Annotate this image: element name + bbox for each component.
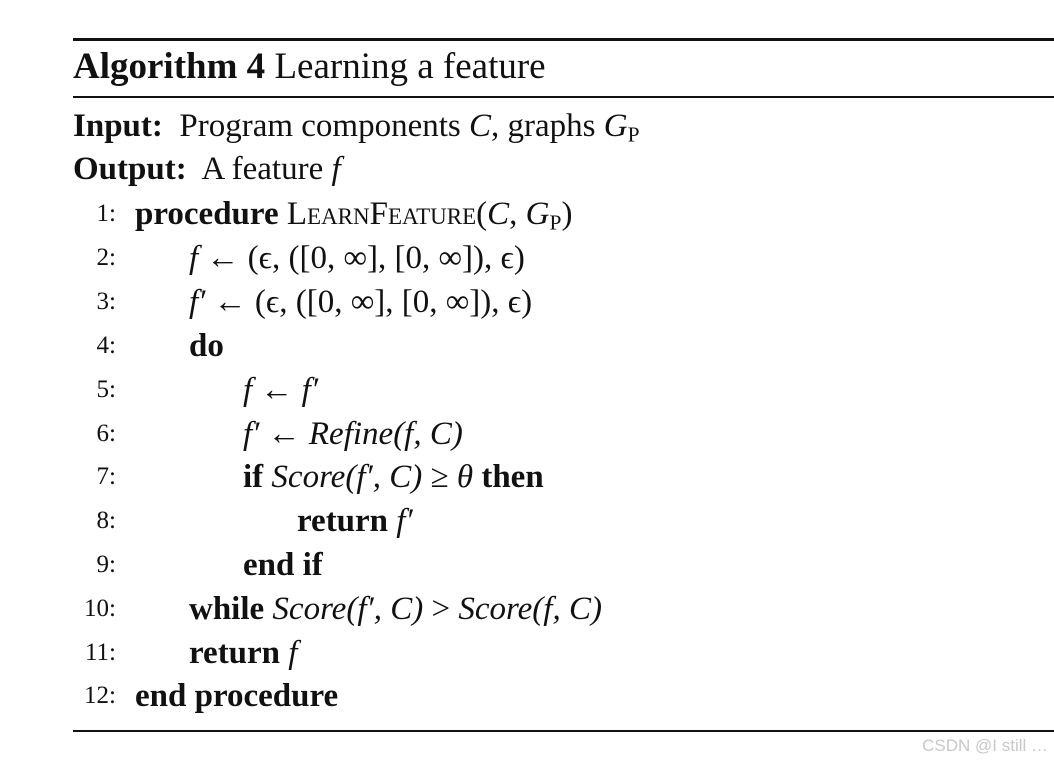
var-g: G [525,196,550,232]
comparator: > [423,591,459,627]
line-code [243,412,463,456]
algorithm-title: Learning a feature [274,46,546,87]
line-number: 12: [84,682,116,709]
line-code [189,324,224,368]
assignment-rhs: ← (ϵ, ([0, ∞], [0, ∞]), ϵ) [198,240,525,276]
line-number: 8: [96,507,116,534]
line-number: 1: [96,200,116,227]
input-keyword: Input: [73,108,163,144]
var-f: f [189,240,199,276]
var-f: f [243,372,253,408]
line-number: 11: [84,639,116,666]
output-var-f: f [331,151,341,187]
line-number: 4: [96,332,116,359]
var-f-prime: f′ [396,503,413,539]
line-code [189,631,297,675]
comma: , [509,196,526,232]
line-number: 5: [96,376,116,403]
line-number: 10: [84,595,116,622]
output-keyword: Output: [73,151,187,187]
keyword: do [189,328,224,364]
input-line [73,106,640,154]
function-name: Score [272,591,347,627]
line-number: 3: [96,288,116,315]
var-c: C [487,196,510,232]
var-f-prime: f′ [243,416,260,452]
input-text-mid: , graphs [491,108,604,144]
arrow: ← [259,416,309,452]
function-name: Refine [308,416,394,452]
line-number: 9: [96,551,116,578]
line-code [243,368,318,412]
paren-open: ( [476,196,488,232]
subscript: P [549,210,562,235]
function-args: (f, C) [532,591,602,627]
keyword: end if [243,547,323,583]
assignment-rhs: ← (ϵ, ([0, ∞], [0, ∞]), ϵ) [205,284,533,320]
input-var-g: G [603,108,628,144]
keyword: return [297,503,389,539]
comparator: ≥ [422,459,457,495]
algorithm-label: Algorithm 4 [73,46,266,87]
top-rule [73,38,1054,41]
input-text-before: Program components [179,108,470,144]
line-code [189,280,532,324]
procedure-name: LearnFeature [286,196,477,232]
var-f: f [288,635,298,671]
var-f-prime: f′ [301,372,319,408]
bottom-rule [73,730,1054,732]
line-number: 6: [96,420,116,447]
line-code [135,674,338,718]
line-number: 2: [96,244,116,271]
function-name: Score [458,591,533,627]
caption-rule [73,96,1054,98]
function-name: Score [271,459,346,495]
algorithm-caption [73,44,546,90]
line-code [189,587,602,631]
keyword: then [481,459,544,495]
keyword: if [243,459,264,495]
var-f-prime: f′ [189,284,206,320]
keyword: procedure [135,196,279,232]
function-args: (f′, C) [345,459,423,495]
input-sub: P [627,122,640,147]
line-code [243,455,544,499]
line-code [189,236,525,280]
input-var-c: C [469,108,492,144]
function-args: (f′, C) [346,591,424,627]
var-theta: θ [456,459,474,495]
keyword: end procedure [135,678,339,714]
line-number: 7: [96,463,116,490]
output-text: A feature [201,151,332,187]
paren-close: ) [561,196,573,232]
function-args: (f, C) [393,416,463,452]
arrow: ← [252,372,302,408]
keyword: return [189,635,281,671]
output-line [73,149,341,189]
line-code [297,499,413,543]
keyword: while [189,591,265,627]
line-code [243,543,323,587]
watermark: CSDN @I still … [922,736,1048,755]
